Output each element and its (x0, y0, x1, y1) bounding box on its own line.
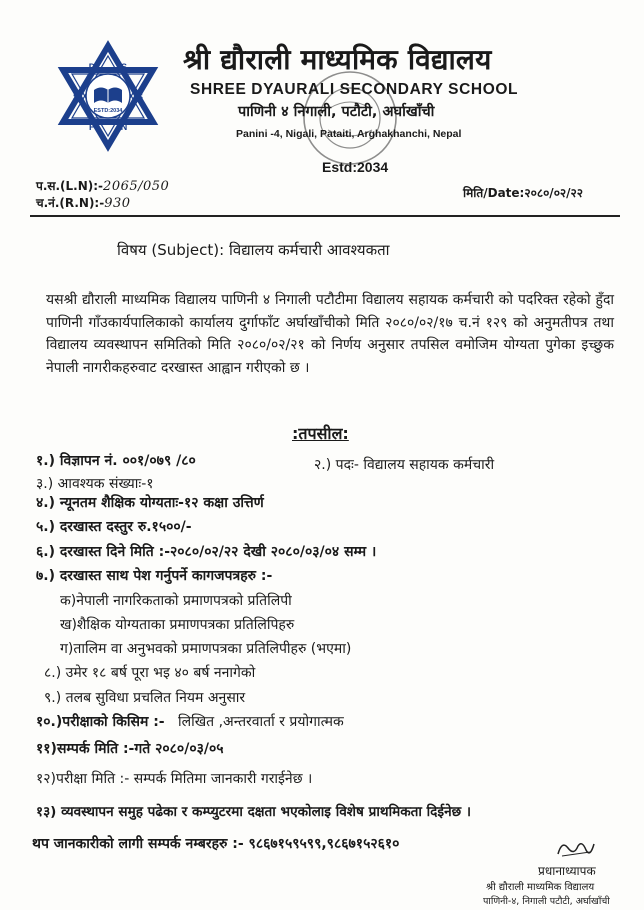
item-application-dates: ६.) दरखास्त दिने मिति :-२०८०/०२/२२ देखी २०८०/०३/०४ सम्म । (36, 544, 377, 560)
school-name-english: SHREE DYAURALI SECONDARY SCHOOL (190, 81, 519, 98)
item-exam-type (36, 712, 344, 731)
item-age-requirement: ८.) उमेर १८ बर्ष पूरा भइ ४० बर्ष ननागेको (44, 665, 256, 681)
school-emblem-logo (52, 40, 164, 152)
svg-text:P: P (88, 122, 96, 132)
svg-text:S: S (72, 92, 80, 102)
document-citizenship: क)नेपाली नागरिकताको प्रमाणपत्रको प्रतिलिपी (60, 593, 292, 609)
contact-numbers: थप जानकारीको लागी सम्पर्क नम्बरहरु :- ९८६७१५९५९९,९८६७१५२६१० (32, 836, 400, 852)
signatory-school: श्री द्यौराली माध्यमिक विद्यालय (486, 882, 595, 893)
school-name-nepali: श्री द्यौराली माध्यमिक विद्यालय (183, 43, 492, 76)
school-address-nepali: पाणिनी ४ निगाली, पटौटी, अर्घाखाँची (238, 104, 435, 120)
letter-date: मिति/Date:२०८०/०२/२२ (463, 186, 584, 200)
signatory-address: पाणिनी-४, निगाली पटौटी, अर्घाखाँची (483, 896, 610, 907)
document-training: ग)तालिम वा अनुभवको प्रमाणपत्रका प्रतिलिपीहरु (भएमा) (60, 641, 352, 657)
established-year: Estd:2034 (322, 159, 389, 175)
letter-number-label: प.स.(L.N):- (36, 179, 104, 193)
item-application-fee: ५.) दरखास्त दस्तुर रु.१५००/- (36, 519, 192, 535)
details-heading: :तपसील: (292, 424, 349, 443)
school-address-english: Panini -4, Nigali, Pataiti, Arghakhanchi, Nepal (236, 128, 462, 140)
svg-text:S: S (120, 62, 128, 72)
item-position: २.) पदः- विद्यालय सहायक कर्मचारी (314, 457, 495, 473)
exam-type-value: लिखित ,अन्तरवार्ता र प्रयोगात्मक (177, 714, 344, 730)
item-required-count: ३.) आवश्यक संख्याः-१ (36, 476, 154, 492)
reference-number-value: 930 (104, 196, 131, 211)
notice-body-paragraph: यसश्री द्यौराली माध्यमिक विद्यालय पाणिनी ४ निगाली पटौटीमा विद्यालय सहायक कर्मचारी को पदरिक्त रहेको हुँदा पाणिनी गाँउकार्यपालिकाको कार्यालय दुर्गाफाँट अर्घाखाँचीको मिति २०८०/०२/१७ च.नं १२९ को अनुमतीपत्र तथा विद्यालय व्यवस्थापन समितिको मिति २०८०/०२/२१ को निर्णय अनुसार तपसिल वमोजिम योग्यता पुगेका इच्छुक नेपाली नागरीकहरुवाट दरखास्त आह्वान गरीएको छ । (46, 292, 614, 376)
item-salary: ९.) तलब सुविधा प्रचलित नियम अनुसार (44, 690, 246, 706)
signatory-title: प्रधानाध्यापक (538, 864, 596, 878)
svg-text:ESTD:2034: ESTD:2034 (93, 108, 123, 114)
item-preference: १३) व्यवस्थापन समुह पढेका र कम्प्युटरमा दक्षता भएकोलाइ विशेष प्राथमिकता दिईनेछ । (36, 804, 472, 820)
item-contact-date: ११)सम्पर्क मिति :-गते २०८०/०३/०५ (36, 741, 224, 757)
exam-type-label: १०.)परीक्षाको किसिम :- (36, 714, 165, 730)
item-required-documents: ७.) दरखास्त साथ पेश गर्नुपर्ने कागजपत्रहरु :- (36, 568, 273, 584)
subject-line: विषय (Subject): विद्यालय कर्मचारी आवश्यकता (117, 241, 390, 259)
item-advertisement-number: १.) विज्ञापन नं. ००१/०७९ /८० (36, 453, 196, 469)
svg-text:S: S (136, 92, 144, 102)
item-min-qualification: ४.) न्यूनतम शैक्षिक योग्यताः-१२ कक्षा उत्तिर्ण (36, 495, 264, 511)
reference-number (36, 194, 131, 211)
item-exam-date: १२)परीक्षा मिति :- सम्पर्क मितिमा जानकारी गराईनेछ । (36, 771, 313, 787)
letter-number-value: 2065/050 (103, 179, 170, 194)
letter-number (36, 177, 169, 194)
reference-number-label: च.नं.(R.N):- (36, 196, 105, 210)
svg-text:D: D (88, 62, 96, 72)
signature-scribble (552, 836, 598, 862)
header-divider (30, 215, 620, 217)
svg-text:N: N (120, 122, 128, 132)
document-education: ख)शैक्षिक योग्यताका प्रमाणपत्रका प्रतिलिपिहरु (60, 617, 295, 633)
